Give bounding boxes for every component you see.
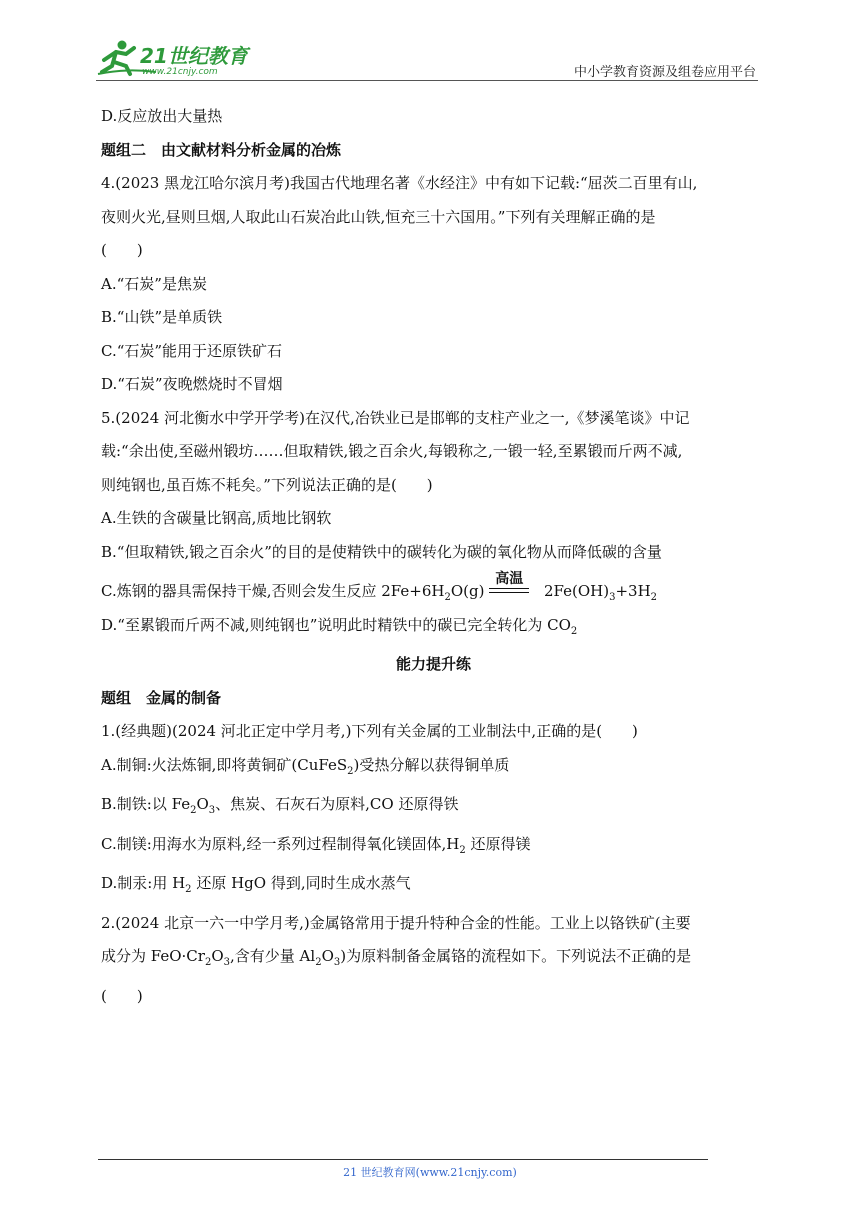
question-5-line-3: 则纯钢也,虽百炼不耗矣。”下列说法正确的是( ) [101, 475, 433, 494]
option-c: C.“石炭”能用于还原铁矿石 [101, 341, 283, 360]
option-d: D.“石炭”夜晚燃烧时不冒烟 [101, 375, 283, 393]
runner-icon [96, 38, 258, 78]
reaction-condition-arrow [489, 571, 529, 599]
question-5-line-2: 载:“余出使,至磁州锻坊……但取精铁,锻之百余火,每锻称之,一锻一轻,至累锻而斤两不减, [101, 442, 683, 460]
option-a: A.制铜:火法炼铜,即将黄铜矿(CuFeS$_2$)受热分解以获得铜单质 [101, 755, 510, 777]
footer-link[interactable]: 21 世纪教育网(www.21cnjy.com) [343, 1166, 517, 1179]
reaction-condition: 高温 [495, 571, 524, 587]
answer-blank: ( ) [101, 986, 143, 1005]
question-4-line-2: 夜则火光,昼则旦烟,人取此山石炭冶此山铁,恒充三十六国用。”下列有关理解正确的是 [101, 207, 656, 226]
document-body [101, 100, 766, 1013]
section-title: 能力提升练 [395, 655, 471, 673]
option-d: D.“至累锻而斤两不减,则纯钢也”说明此时精铁中的碳已完全转化为 $CO_2$ [101, 615, 578, 637]
option-c-equation: C.炼钢的器具需保持干燥,否则会发生反应 $2Fe+6H_2O(g)$ 高温 $2Fe(OH)_3+3H_2$ [101, 575, 766, 615]
option-d: D.制汞:用 $H_2$ 还原 HgO 得到,同时生成水蒸气 [101, 874, 411, 895]
question-1: 1.(经典题)(2024 河北正定中学月考,)下列有关金属的工业制法中,正确的是( ) [101, 722, 638, 740]
option-b: B.“但取精铁,锻之百余火”的目的是使精铁中的碳转化为碳的氧化物从而降低碳的含量 [101, 542, 662, 561]
question-4-line-1: 4.(2023 黑龙江哈尔滨月考)我国古代地理名著《水经注》中有如下记载:“屈茨二百里有山, [101, 174, 698, 192]
option-b: B.“山铁”是单质铁 [101, 308, 223, 326]
text-line: D.反应放出大量热 [101, 107, 223, 125]
question-5-line-1: 5.(2024 河北衡水中学开学考)在汉代,冶铁业已是邯郸的支柱产业之一,《梦溪笔谈》中记 [101, 408, 690, 427]
question-2-line-2: 成分为 $FeO\cdot Cr_2O_3$,含有少量 $Al_2O_3$)为原料制备金属铬的流程如下。下列说法不正确的是 [101, 947, 692, 968]
header-divider [96, 80, 758, 81]
section-heading: 题组 金属的制备 [101, 688, 222, 707]
site-logo [96, 38, 258, 78]
section-heading: 题组二 由文献材料分析金属的冶炼 [101, 140, 342, 159]
option-b: B.制铁:以 $Fe_2O_3$、焦炭、石灰石为原料,CO 还原得铁 [101, 795, 459, 816]
svg-text:www.21cnjy.com: www.21cnjy.com [142, 67, 218, 77]
option-c: C.制镁:用海水为原料,经一系列过程制得氧化镁固体$,H_2$ 还原得镁 [101, 834, 531, 856]
header-platform-text: 中小学教育资源及组卷应用平台 [573, 65, 756, 80]
option-a: A.“石炭”是焦炭 [101, 274, 207, 293]
footer-divider [98, 1159, 708, 1160]
option-a: A.生铁的含碳量比钢高,质地比钢软 [101, 509, 332, 527]
question-2-line-1: 2.(2024 北京一六一中学月考,)金属铬常用于提升特种合金的性能。工业上以铬铁矿(主要 [101, 913, 691, 932]
svg-text:21世纪教育: 21世纪教育 [140, 44, 248, 68]
answer-blank: ( ) [101, 241, 143, 259]
